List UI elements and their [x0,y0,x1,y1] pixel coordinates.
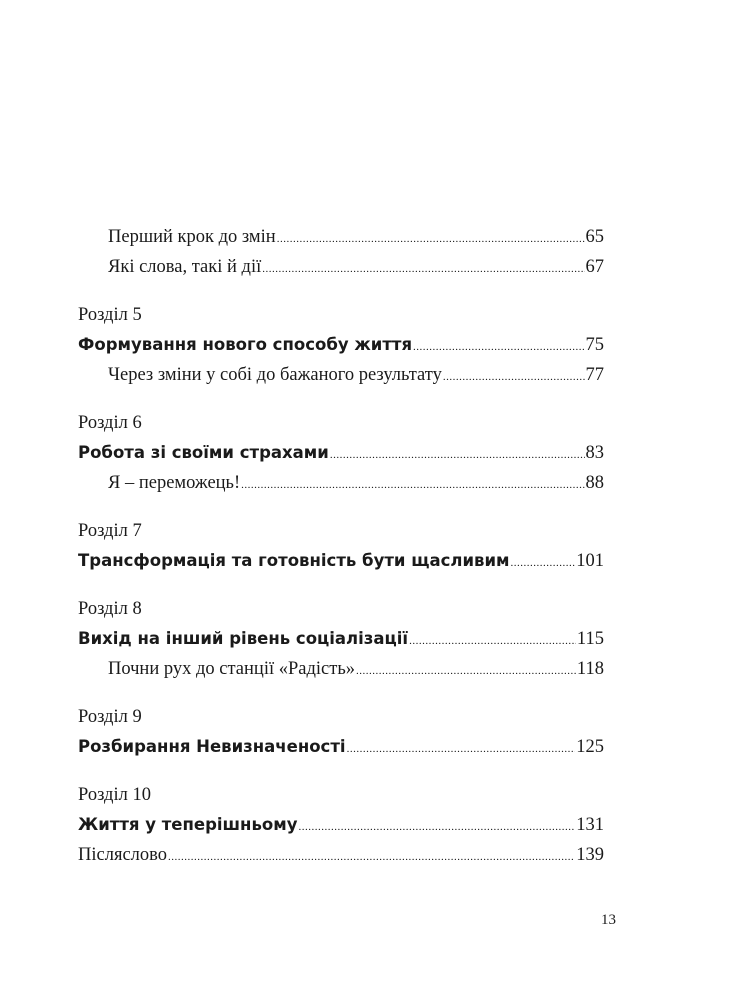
toc-afterword-title: Післяслово [78,845,168,865]
toc-chapter-7[interactable] [78,546,604,576]
toc-chapter-page: 125 [576,737,604,757]
toc-entry-title: Які слова, такі й дії [108,257,262,277]
toc-entry-page: 88 [585,473,604,493]
section-gap [78,762,604,780]
dot-leader [262,254,584,284]
toc-chapter-9[interactable] [78,732,604,762]
toc-chapter-page: 75 [585,335,604,355]
toc-chapter-page: 101 [576,551,604,571]
dot-leader [330,440,585,470]
toc-afterword[interactable] [78,840,604,870]
toc-entry-title: Я – переможець! [108,473,241,493]
toc-chapter-6[interactable] [78,438,604,468]
section-gap [78,576,604,594]
toc-chapter-page: 83 [585,443,604,463]
dot-leader [298,812,575,842]
toc-chapter-title: Трансформація та готовність бути щасливим [78,551,510,570]
toc-chapter-title: Формування нового способу життя [78,335,413,354]
dot-leader [241,470,584,500]
section-gap [78,684,604,702]
toc-entry-page: 65 [585,227,604,247]
toc-entry-first-step[interactable] [78,222,604,252]
section-label-10: Розділ 10 [78,785,151,805]
toc-entry-page: 77 [585,365,604,385]
section-label-8: Розділ 8 [78,599,142,619]
toc-chapter-5[interactable] [78,330,604,360]
toc-chapter-8[interactable] [78,624,604,654]
dot-leader [409,626,576,656]
toc-entry-title: Почни рух до станції «Радість» [108,659,356,679]
toc-chapter-title: Життя у теперішньому [78,815,298,834]
section-label-7: Розділ 7 [78,521,142,541]
toc-chapter-title: Робота зі своїми страхами [78,443,329,462]
toc-entry-page: 118 [576,659,604,679]
dot-leader [277,224,585,254]
toc-entry-winner[interactable] [78,468,604,498]
dot-leader [347,734,576,764]
section-gap [78,498,604,516]
toc-chapter-page: 131 [576,815,604,835]
table-of-contents [78,222,604,870]
dot-leader [413,332,584,362]
toc-chapter-title: Розбирання Невизначеності [78,737,346,756]
section-label-6: Розділ 6 [78,413,142,433]
dot-leader [443,362,585,392]
toc-chapter-page: 115 [576,629,604,649]
toc-afterword-page: 139 [576,845,604,865]
section-label-5: Розділ 5 [78,305,142,325]
page-number: 13 [601,912,616,928]
dot-leader [168,842,575,872]
section-label-9: Розділ 9 [78,707,142,727]
dot-leader [356,656,576,686]
dot-leader [511,548,576,578]
section-gap [78,282,604,300]
toc-entry-changes[interactable] [78,360,604,390]
toc-entry-words-deeds[interactable] [78,252,604,282]
toc-entry-title: Перший крок до змін [108,227,276,247]
toc-entry-title: Через зміни у собі до бажаного результату [108,365,442,385]
toc-chapter-title: Вихід на інший рівень соціалізації [78,629,409,648]
toc-chapter-10[interactable] [78,810,604,840]
section-gap [78,390,604,408]
toc-entry-page: 67 [585,257,604,277]
toc-entry-joy-station[interactable] [78,654,604,684]
